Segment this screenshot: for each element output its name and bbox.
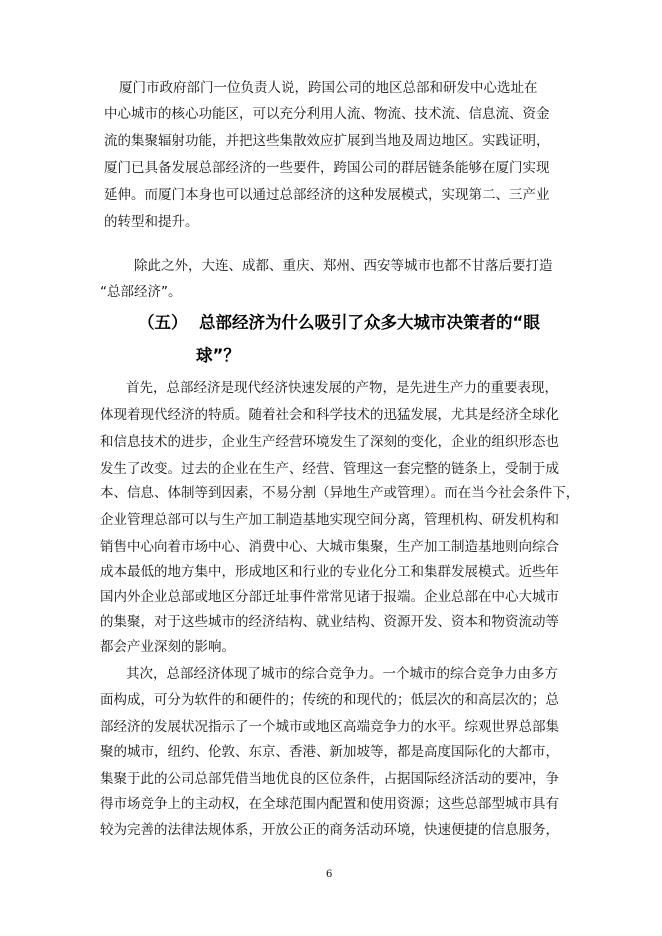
paragraph-3-line: 销售中心向着市场中心、消费中心、大城市集聚，生产加工制造基地则向综合 xyxy=(100,539,559,555)
paragraph-4-line: 较为完善的法律法规体系，开放公正的商务活动环境，快速便捷的信息服务， xyxy=(100,822,559,838)
paragraph-3-line: 和信息技术的进步，企业生产经营环境发生了深刻的变化，企业的组织形态也 xyxy=(100,434,559,450)
paragraph-2-line: 除此之外，大连、成都、重庆、郑州、西安等城市也都不甘落后要打造 xyxy=(134,258,553,274)
paragraph-1-line: 厦门已具备发展总部经济的一些要件，跨国公司的群居链条能够在厦门实现 xyxy=(104,160,550,176)
page-number: 6 xyxy=(326,869,333,880)
paragraph-3-line: 首先，总部经济是现代经济快速发展的产物，是先进生产力的重要表现， xyxy=(126,380,558,396)
paragraph-4-line: 得市场竞争上的主动权，在全球范围内配置和使用资源；这些总部型城市具有 xyxy=(100,796,559,812)
paragraph-3-line: 成本最低的地方集中，形成地区和行业的专业化分工和集群发展模式。近些年 xyxy=(100,564,559,580)
paragraph-1-line: 中心城市的核心功能区，可以充分利用人流、物流、技术流、信息流、资金 xyxy=(104,106,550,122)
section-heading-title: 总部经济为什么吸引了众多大城市决策者的“眼 xyxy=(199,313,540,332)
paragraph-3-line: 国内外企业总部或地区分部迁址事件常常见诸于报端。企业总部在中心大城市 xyxy=(100,589,559,605)
paragraph-1-line: 的转型和提升。 xyxy=(104,214,199,230)
paragraph-3-line: 企业管理总部可以与生产加工制造基地实现空间分离，管理机构、研发机构和 xyxy=(100,512,559,528)
paragraph-3-line: 发生了改变。过去的企业在生产、经营、管理这一套完整的链条上，受制于成 xyxy=(100,461,559,477)
paragraph-4-line: 面构成，可分为软件的和硬件的；传统的和现代的；低层次的和高层次的；总 xyxy=(100,692,559,708)
paragraph-4-line: 部经济的发展状况指示了一个城市或地区高端竞争力的水平。综观世界总部集 xyxy=(100,719,559,735)
paragraph-1-line: 流的集聚辐射功能，并把这些集散效应扩展到当地及周边地区。实践证明， xyxy=(104,133,550,149)
paragraph-4-line: 聚的城市，纽约、伦敦、东京、香港、新加坡等，都是高度国际化的大都市， xyxy=(100,744,559,760)
paragraph-4-line: 集聚于此的公司总部凭借当地优良的区位条件，占据国际经济活动的要冲，争 xyxy=(100,771,559,787)
paragraph-3-line: 的集聚，对于这些城市的经济结构、就业结构、资源开发、资本和物资流动等 xyxy=(100,614,559,630)
paragraph-1-line: 厦门市政府部门一位负责人说，跨国公司的地区总部和研发中心选址在 xyxy=(119,80,538,96)
paragraph-3-line: 都会产业深刻的影响。 xyxy=(100,639,235,655)
section-heading-title-cont: 球”？ xyxy=(196,346,240,365)
paragraph-4-line: 其次，总部经济体现了城市的综合竞争力。一个城市的综合竞争力由多方 xyxy=(126,666,558,682)
section-heading-number: （五） xyxy=(138,313,188,332)
paragraph-3-line: 本、信息、体制等到因素，不易分割（异地生产或管理）。而在当今社会条件下， xyxy=(100,485,580,501)
paragraph-2-line: “总部经济”。 xyxy=(100,284,182,300)
paragraph-3-line: 体现着现代经济的特质。随着社会和科学技术的迅猛发展，尤其是经济全球化 xyxy=(100,407,559,423)
paragraph-1-line: 延伸。而厦门本身也可以通过总部经济的这种发展模式，实现第二、三产业 xyxy=(104,187,550,203)
